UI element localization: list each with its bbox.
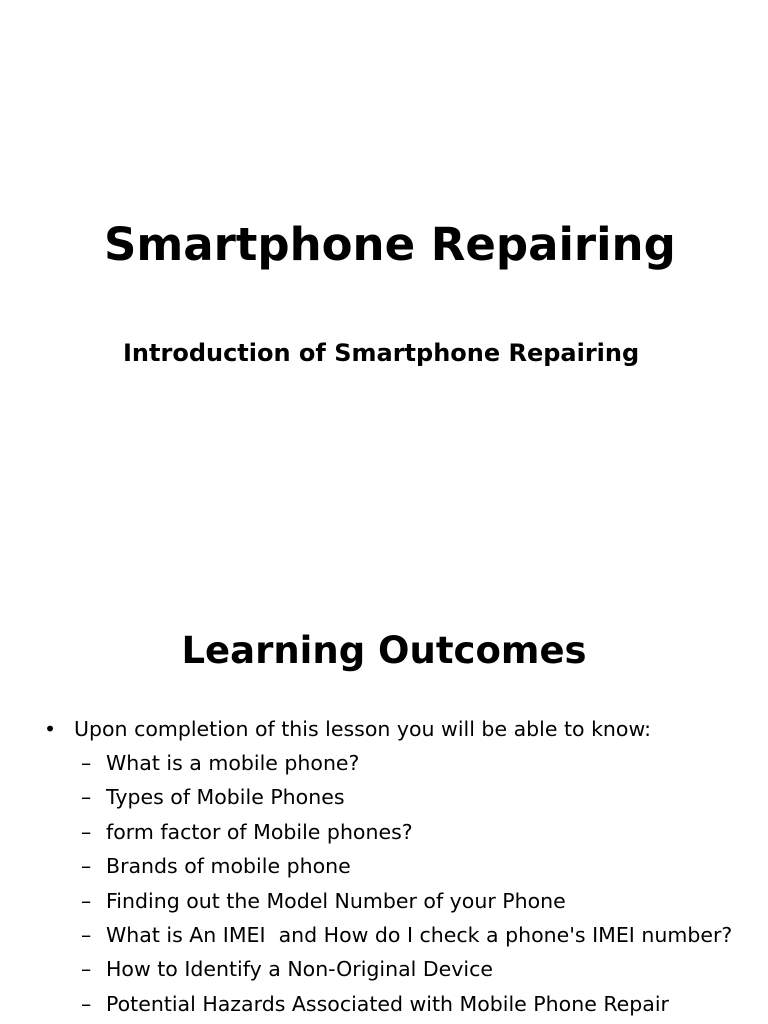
list-item-text: Brands of mobile phone [106, 854, 351, 879]
dash-marker: – [81, 751, 92, 775]
list-item-text: What is An IMEI and How do I check a phone's IMEI number? [106, 923, 733, 948]
list-item-text: What is a mobile phone? [106, 751, 360, 775]
outcomes-list [0, 712, 768, 1021]
slide-title: Smartphone Repairing [104, 218, 676, 271]
list-item [0, 849, 768, 883]
intro-bullet [0, 712, 768, 746]
intro-bullet-text: Upon completion of this lesson you will be able to know: [74, 717, 652, 741]
dash-marker: – [81, 888, 92, 913]
dash-marker: – [81, 957, 92, 982]
list-item-text: How to Identify a Non-Original Device [106, 957, 493, 982]
dash-marker: – [81, 785, 92, 810]
slide-subtitle: Introduction of Smartphone Repairing [123, 339, 640, 367]
list-item [0, 918, 768, 952]
learning-outcomes-slide [0, 512, 768, 1024]
bullet-marker: • [44, 717, 57, 741]
learning-outcomes-title: Learning Outcomes [181, 629, 587, 672]
list-item-text: Types of Mobile Phones [106, 785, 345, 810]
list-item [0, 884, 768, 918]
list-item [0, 952, 768, 986]
list-item-text: Potential Hazards Associated with Mobile Phone Repair [106, 991, 669, 1016]
dash-marker: – [81, 854, 92, 879]
list-item-text: form factor of Mobile phones? [106, 819, 413, 844]
list-item-text: Finding out the Model Number of your Phone [106, 888, 566, 913]
dash-marker: – [81, 819, 92, 844]
list-item [0, 780, 768, 814]
list-item [0, 746, 768, 780]
list-item [0, 815, 768, 849]
dash-marker: – [81, 991, 92, 1016]
dash-marker: – [81, 923, 92, 948]
list-item [0, 987, 768, 1021]
